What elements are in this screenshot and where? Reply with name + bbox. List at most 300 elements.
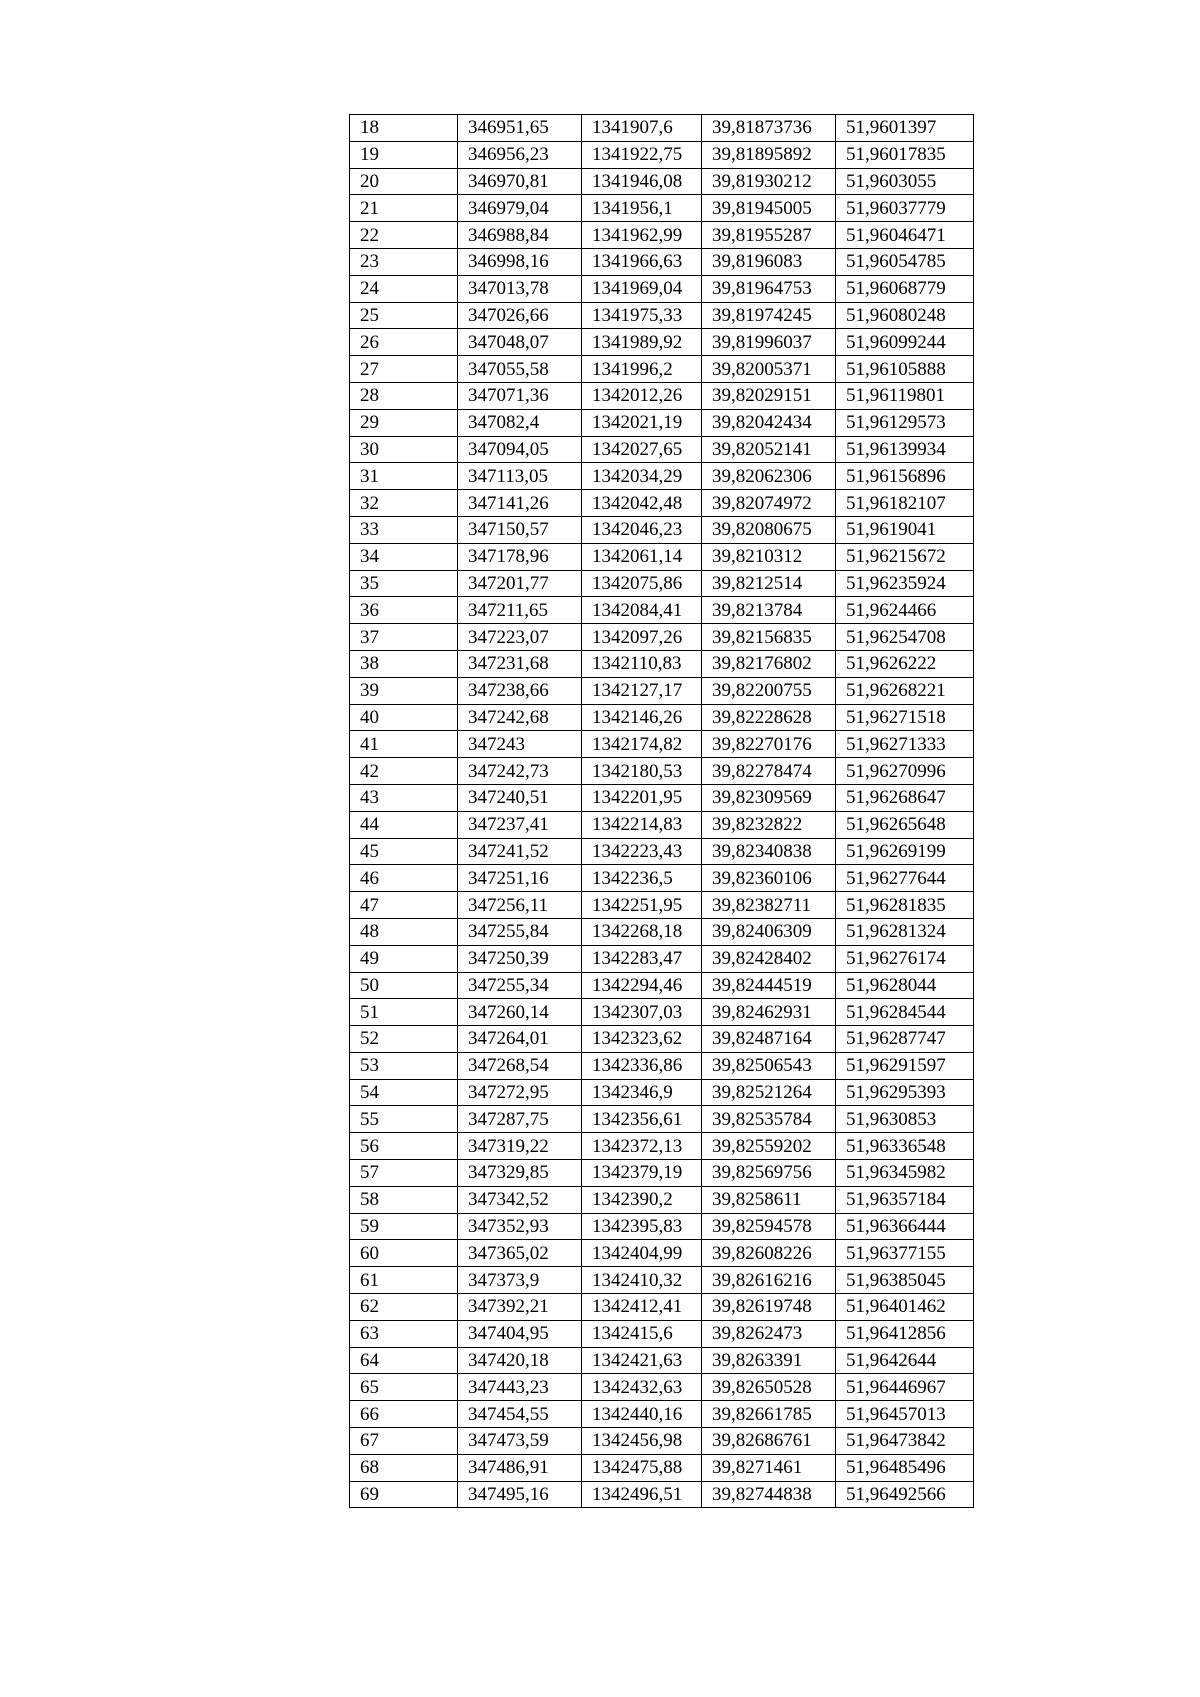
point-number-cell: 62 [350,1294,458,1321]
y-coordinate-cell: 1342084,41 [582,597,702,624]
x-coordinate-cell: 346951,65 [458,115,582,142]
x-coordinate-cell: 346979,04 [458,195,582,222]
latitude-cell: 51,96080248 [836,302,974,329]
latitude-cell: 51,96473842 [836,1428,974,1455]
x-coordinate-cell: 347201,77 [458,570,582,597]
latitude-cell: 51,96271333 [836,731,974,758]
longitude-cell: 39,82521264 [702,1079,836,1106]
point-number-cell: 24 [350,275,458,302]
table-row [350,1240,974,1267]
table-row [350,1052,974,1079]
point-number-cell: 44 [350,811,458,838]
x-coordinate-cell: 347026,66 [458,302,582,329]
longitude-cell: 39,82428402 [702,945,836,972]
longitude-cell: 39,8232822 [702,811,836,838]
longitude-cell: 39,82650528 [702,1374,836,1401]
y-coordinate-cell: 1342395,83 [582,1213,702,1240]
point-number-cell: 58 [350,1186,458,1213]
longitude-cell: 39,8196083 [702,248,836,275]
point-number-cell: 23 [350,248,458,275]
point-number-cell: 57 [350,1160,458,1187]
longitude-cell: 39,82309569 [702,784,836,811]
table-row [350,195,974,222]
table-row [350,356,974,383]
latitude-cell: 51,96269199 [836,838,974,865]
point-number-cell: 69 [350,1481,458,1508]
latitude-cell: 51,96412856 [836,1320,974,1347]
point-number-cell: 65 [350,1374,458,1401]
point-number-cell: 50 [350,972,458,999]
table-row [350,1267,974,1294]
latitude-cell: 51,96046471 [836,222,974,249]
longitude-cell: 39,82156835 [702,624,836,651]
point-number-cell: 38 [350,650,458,677]
y-coordinate-cell: 1342214,83 [582,811,702,838]
table-row [350,1079,974,1106]
y-coordinate-cell: 1342236,5 [582,865,702,892]
table-row [350,999,974,1026]
table-row [350,1133,974,1160]
latitude-cell: 51,9630853 [836,1106,974,1133]
latitude-cell: 51,96492566 [836,1481,974,1508]
latitude-cell: 51,96277644 [836,865,974,892]
x-coordinate-cell: 347272,95 [458,1079,582,1106]
longitude-cell: 39,8258611 [702,1186,836,1213]
point-number-cell: 47 [350,892,458,919]
latitude-cell: 51,9624466 [836,597,974,624]
table-row [350,1428,974,1455]
y-coordinate-cell: 1341907,6 [582,115,702,142]
point-number-cell: 42 [350,758,458,785]
longitude-cell: 39,82594578 [702,1213,836,1240]
latitude-cell: 51,96287747 [836,1026,974,1053]
latitude-cell: 51,96119801 [836,382,974,409]
table-row [350,490,974,517]
point-number-cell: 53 [350,1052,458,1079]
point-number-cell: 25 [350,302,458,329]
x-coordinate-cell: 347268,54 [458,1052,582,1079]
longitude-cell: 39,82062306 [702,463,836,490]
latitude-cell: 51,96017835 [836,141,974,168]
longitude-cell: 39,82444519 [702,972,836,999]
y-coordinate-cell: 1341969,04 [582,275,702,302]
point-number-cell: 67 [350,1428,458,1455]
longitude-cell: 39,82200755 [702,677,836,704]
x-coordinate-cell: 347342,52 [458,1186,582,1213]
table-row [350,543,974,570]
y-coordinate-cell: 1342404,99 [582,1240,702,1267]
table-row [350,838,974,865]
y-coordinate-cell: 1342432,63 [582,1374,702,1401]
x-coordinate-cell: 347443,23 [458,1374,582,1401]
latitude-cell: 51,9603055 [836,168,974,195]
table-row [350,597,974,624]
y-coordinate-cell: 1342336,86 [582,1052,702,1079]
table-row [350,650,974,677]
x-coordinate-cell: 347055,58 [458,356,582,383]
latitude-cell: 51,96336548 [836,1133,974,1160]
x-coordinate-cell: 347237,41 [458,811,582,838]
table-row [350,918,974,945]
x-coordinate-cell: 347241,52 [458,838,582,865]
point-number-cell: 45 [350,838,458,865]
table-row [350,811,974,838]
longitude-cell: 39,82074972 [702,490,836,517]
y-coordinate-cell: 1342379,19 [582,1160,702,1187]
longitude-cell: 39,82278474 [702,758,836,785]
longitude-cell: 39,82619748 [702,1294,836,1321]
y-coordinate-cell: 1342356,61 [582,1106,702,1133]
table-row [350,731,974,758]
x-coordinate-cell: 347238,66 [458,677,582,704]
table-row [350,945,974,972]
y-coordinate-cell: 1342440,16 [582,1401,702,1428]
y-coordinate-cell: 1342146,26 [582,704,702,731]
point-number-cell: 26 [350,329,458,356]
y-coordinate-cell: 1342012,26 [582,382,702,409]
longitude-cell: 39,81895892 [702,141,836,168]
latitude-cell: 51,96129573 [836,409,974,436]
latitude-cell: 51,96139934 [836,436,974,463]
latitude-cell: 51,96215672 [836,543,974,570]
y-coordinate-cell: 1342021,19 [582,409,702,436]
point-number-cell: 54 [350,1079,458,1106]
x-coordinate-cell: 347240,51 [458,784,582,811]
y-coordinate-cell: 1342201,95 [582,784,702,811]
point-number-cell: 27 [350,356,458,383]
x-coordinate-cell: 347082,4 [458,409,582,436]
point-number-cell: 52 [350,1026,458,1053]
longitude-cell: 39,82744838 [702,1481,836,1508]
point-number-cell: 39 [350,677,458,704]
y-coordinate-cell: 1341956,1 [582,195,702,222]
x-coordinate-cell: 347250,39 [458,945,582,972]
y-coordinate-cell: 1342283,47 [582,945,702,972]
point-number-cell: 68 [350,1454,458,1481]
table-row [350,302,974,329]
x-coordinate-cell: 347013,78 [458,275,582,302]
latitude-cell: 51,96366444 [836,1213,974,1240]
latitude-cell: 51,96401462 [836,1294,974,1321]
latitude-cell: 51,96281324 [836,918,974,945]
point-number-cell: 30 [350,436,458,463]
point-number-cell: 21 [350,195,458,222]
longitude-cell: 39,82340838 [702,838,836,865]
table-row [350,1294,974,1321]
point-number-cell: 46 [350,865,458,892]
longitude-cell: 39,8263391 [702,1347,836,1374]
latitude-cell: 51,96345982 [836,1160,974,1187]
table-row [350,1026,974,1053]
y-coordinate-cell: 1341996,2 [582,356,702,383]
table-row [350,570,974,597]
point-number-cell: 51 [350,999,458,1026]
table-row [350,972,974,999]
latitude-cell: 51,96037779 [836,195,974,222]
table-row [350,1160,974,1187]
y-coordinate-cell: 1342223,43 [582,838,702,865]
y-coordinate-cell: 1341989,92 [582,329,702,356]
point-number-cell: 49 [350,945,458,972]
longitude-cell: 39,82005371 [702,356,836,383]
point-number-cell: 31 [350,463,458,490]
latitude-cell: 51,96485496 [836,1454,974,1481]
latitude-cell: 51,96295393 [836,1079,974,1106]
x-coordinate-cell: 347329,85 [458,1160,582,1187]
latitude-cell: 51,96385045 [836,1267,974,1294]
latitude-cell: 51,96054785 [836,248,974,275]
latitude-cell: 51,9626222 [836,650,974,677]
longitude-cell: 39,82042434 [702,409,836,436]
latitude-cell: 51,96156896 [836,463,974,490]
point-number-cell: 22 [350,222,458,249]
table-row [350,222,974,249]
y-coordinate-cell: 1341946,08 [582,168,702,195]
point-number-cell: 19 [350,141,458,168]
table-row [350,865,974,892]
x-coordinate-cell: 346970,81 [458,168,582,195]
point-number-cell: 34 [350,543,458,570]
x-coordinate-cell: 346988,84 [458,222,582,249]
point-number-cell: 41 [350,731,458,758]
longitude-cell: 39,82406309 [702,918,836,945]
y-coordinate-cell: 1342412,41 [582,1294,702,1321]
y-coordinate-cell: 1342421,63 [582,1347,702,1374]
x-coordinate-cell: 347094,05 [458,436,582,463]
latitude-cell: 51,96284544 [836,999,974,1026]
longitude-cell: 39,82270176 [702,731,836,758]
latitude-cell: 51,96291597 [836,1052,974,1079]
y-coordinate-cell: 1342410,32 [582,1267,702,1294]
point-number-cell: 36 [350,597,458,624]
x-coordinate-cell: 347071,36 [458,382,582,409]
table-row [350,1213,974,1240]
longitude-cell: 39,82360106 [702,865,836,892]
y-coordinate-cell: 1342110,83 [582,650,702,677]
longitude-cell: 39,81974245 [702,302,836,329]
y-coordinate-cell: 1341966,63 [582,248,702,275]
point-number-cell: 20 [350,168,458,195]
x-coordinate-cell: 347264,01 [458,1026,582,1053]
longitude-cell: 39,82569756 [702,1160,836,1187]
y-coordinate-cell: 1342307,03 [582,999,702,1026]
longitude-cell: 39,8262473 [702,1320,836,1347]
x-coordinate-cell: 347404,95 [458,1320,582,1347]
table-row [350,275,974,302]
point-number-cell: 66 [350,1401,458,1428]
x-coordinate-cell: 347287,75 [458,1106,582,1133]
longitude-cell: 39,81930212 [702,168,836,195]
latitude-cell: 51,9628044 [836,972,974,999]
latitude-cell: 51,9619041 [836,516,974,543]
y-coordinate-cell: 1342268,18 [582,918,702,945]
table-row [350,436,974,463]
longitude-cell: 39,8210312 [702,543,836,570]
y-coordinate-cell: 1342097,26 [582,624,702,651]
longitude-cell: 39,8271461 [702,1454,836,1481]
point-number-cell: 64 [350,1347,458,1374]
longitude-cell: 39,81964753 [702,275,836,302]
table-row [350,248,974,275]
x-coordinate-cell: 347454,55 [458,1401,582,1428]
longitude-cell: 39,82228628 [702,704,836,731]
x-coordinate-cell: 347260,14 [458,999,582,1026]
y-coordinate-cell: 1342075,86 [582,570,702,597]
y-coordinate-cell: 1342127,17 [582,677,702,704]
table-row [350,409,974,436]
y-coordinate-cell: 1342415,6 [582,1320,702,1347]
x-coordinate-cell: 347242,68 [458,704,582,731]
point-number-cell: 28 [350,382,458,409]
y-coordinate-cell: 1342046,23 [582,516,702,543]
longitude-cell: 39,82686761 [702,1428,836,1455]
longitude-cell: 39,82661785 [702,1401,836,1428]
y-coordinate-cell: 1342061,14 [582,543,702,570]
x-coordinate-cell: 347150,57 [458,516,582,543]
longitude-cell: 39,81955287 [702,222,836,249]
coordinates-table-body [350,115,974,1508]
latitude-cell: 51,96270996 [836,758,974,785]
longitude-cell: 39,81996037 [702,329,836,356]
x-coordinate-cell: 347352,93 [458,1213,582,1240]
point-number-cell: 29 [350,409,458,436]
latitude-cell: 51,96182107 [836,490,974,517]
longitude-cell: 39,82080675 [702,516,836,543]
latitude-cell: 51,96276174 [836,945,974,972]
longitude-cell: 39,82535784 [702,1106,836,1133]
latitude-cell: 51,96105888 [836,356,974,383]
longitude-cell: 39,82608226 [702,1240,836,1267]
longitude-cell: 39,82052141 [702,436,836,463]
x-coordinate-cell: 347231,68 [458,650,582,677]
table-row [350,1186,974,1213]
latitude-cell: 51,96446967 [836,1374,974,1401]
y-coordinate-cell: 1342034,29 [582,463,702,490]
table-row [350,784,974,811]
latitude-cell: 51,96254708 [836,624,974,651]
point-number-cell: 37 [350,624,458,651]
table-row [350,1401,974,1428]
x-coordinate-cell: 347243 [458,731,582,758]
y-coordinate-cell: 1342174,82 [582,731,702,758]
x-coordinate-cell: 347392,21 [458,1294,582,1321]
longitude-cell: 39,82462931 [702,999,836,1026]
point-number-cell: 33 [350,516,458,543]
longitude-cell: 39,8213784 [702,597,836,624]
latitude-cell: 51,96265648 [836,811,974,838]
latitude-cell: 51,96457013 [836,1401,974,1428]
longitude-cell: 39,81945005 [702,195,836,222]
y-coordinate-cell: 1342346,9 [582,1079,702,1106]
point-number-cell: 61 [350,1267,458,1294]
y-coordinate-cell: 1342496,51 [582,1481,702,1508]
point-number-cell: 48 [350,918,458,945]
y-coordinate-cell: 1342390,2 [582,1186,702,1213]
x-coordinate-cell: 347255,34 [458,972,582,999]
longitude-cell: 39,82176802 [702,650,836,677]
point-number-cell: 56 [350,1133,458,1160]
table-row [350,758,974,785]
point-number-cell: 43 [350,784,458,811]
table-row [350,1454,974,1481]
table-row [350,677,974,704]
latitude-cell: 51,96068779 [836,275,974,302]
x-coordinate-cell: 346956,23 [458,141,582,168]
latitude-cell: 51,96281835 [836,892,974,919]
point-number-cell: 18 [350,115,458,142]
point-number-cell: 55 [350,1106,458,1133]
table-row [350,1347,974,1374]
y-coordinate-cell: 1341922,75 [582,141,702,168]
longitude-cell: 39,8212514 [702,570,836,597]
latitude-cell: 51,96377155 [836,1240,974,1267]
x-coordinate-cell: 347420,18 [458,1347,582,1374]
latitude-cell: 51,96271518 [836,704,974,731]
x-coordinate-cell: 347251,16 [458,865,582,892]
table-row [350,1106,974,1133]
coordinates-table [349,114,974,1508]
x-coordinate-cell: 347255,84 [458,918,582,945]
latitude-cell: 51,96268647 [836,784,974,811]
table-row [350,115,974,142]
longitude-cell: 39,82616216 [702,1267,836,1294]
table-row [350,1320,974,1347]
table-row [350,141,974,168]
latitude-cell: 51,9601397 [836,115,974,142]
point-number-cell: 35 [350,570,458,597]
table-row [350,1374,974,1401]
longitude-cell: 39,82506543 [702,1052,836,1079]
x-coordinate-cell: 347178,96 [458,543,582,570]
x-coordinate-cell: 347223,07 [458,624,582,651]
table-row [350,463,974,490]
longitude-cell: 39,82382711 [702,892,836,919]
longitude-cell: 39,82559202 [702,1133,836,1160]
x-coordinate-cell: 347495,16 [458,1481,582,1508]
table-row [350,624,974,651]
latitude-cell: 51,96099244 [836,329,974,356]
y-coordinate-cell: 1342323,62 [582,1026,702,1053]
longitude-cell: 39,81873736 [702,115,836,142]
y-coordinate-cell: 1342027,65 [582,436,702,463]
x-coordinate-cell: 346998,16 [458,248,582,275]
latitude-cell: 51,9642644 [836,1347,974,1374]
table-row [350,516,974,543]
point-number-cell: 40 [350,704,458,731]
x-coordinate-cell: 347365,02 [458,1240,582,1267]
y-coordinate-cell: 1342042,48 [582,490,702,517]
table-row [350,382,974,409]
x-coordinate-cell: 347319,22 [458,1133,582,1160]
x-coordinate-cell: 347242,73 [458,758,582,785]
x-coordinate-cell: 347211,65 [458,597,582,624]
x-coordinate-cell: 347473,59 [458,1428,582,1455]
table-row [350,1481,974,1508]
table-row [350,892,974,919]
table-row [350,168,974,195]
point-number-cell: 59 [350,1213,458,1240]
y-coordinate-cell: 1342251,95 [582,892,702,919]
longitude-cell: 39,82029151 [702,382,836,409]
x-coordinate-cell: 347256,11 [458,892,582,919]
y-coordinate-cell: 1342372,13 [582,1133,702,1160]
y-coordinate-cell: 1342456,98 [582,1428,702,1455]
latitude-cell: 51,96235924 [836,570,974,597]
table-row [350,329,974,356]
x-coordinate-cell: 347486,91 [458,1454,582,1481]
latitude-cell: 51,96357184 [836,1186,974,1213]
x-coordinate-cell: 347048,07 [458,329,582,356]
